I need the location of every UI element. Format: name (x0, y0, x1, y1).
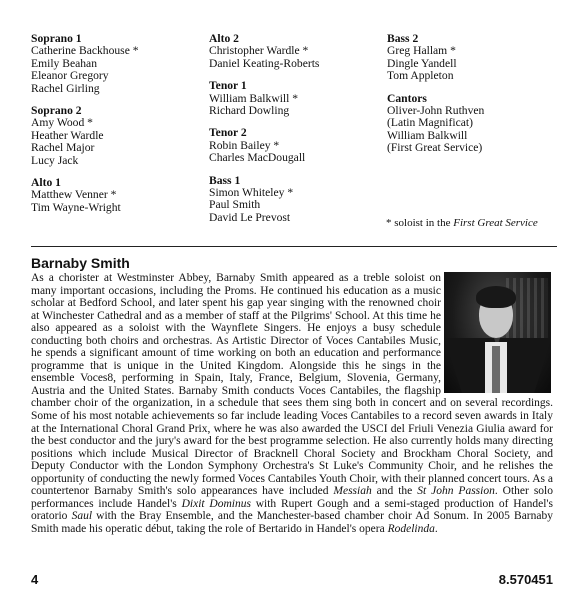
bio-text: As a chorister at Westminster Abbey, Barnaby Smith appeared as a treble soloist on many important occasions, including the Proms. He continued his education as a music scholar at Bedford School, and later spent his gap year singing with the renowned choir at Winchester Cathedral and as a member of staff at the Pilgrims' School. At this time he also appeared as a soloist with the Waynflete Singers. He enjoys a busy schedule conducting both choirs and orchestras. As Artistic Director of Voces Cantabiles Music, he spends a significant amount of time working on both an education and performance programme that is unique in the United Kingdom. Alongside this he sings in the ensemble Voces8, performing in Spain, Italy, France, Belgium, Slovenia, Germany, Austria and the United States. Barnaby Smith conducts Voces Cantabiles, the flagship chamber choir of the organization, in a schedule that sees them sing both in concert and on several recordings. Some of his most notable achievements so far include leading Voces Cantabiles to a record seven awards in Italy at the International Choral Grand Prix, where he was also awarded the USCI del Friuli Venezia Giulia award for the best conductor and the jury's award for the best programme selection. He also currently holds many directing positions which include Musical Director of Bracknell Choral Society and Brockham Choral Society, and Deputy Conductor with the London Symphony Orchestra's St Luke's Community Choir, and he relishes the opportunity of conducting the newly formed Voces Cantabiles Youth Choir, with their planned concert tours. As a countertenor Barnaby Smith's solo appearances have included (31, 272, 553, 498)
bio-text: . Other solo performances include Handel's (31, 485, 553, 510)
member-name: Rachel Girling (31, 81, 100, 95)
work-title: Saul (71, 510, 93, 523)
cantor-work-note: (First Great Service) (387, 141, 483, 155)
catalog-number: 8.570451 (498, 572, 553, 587)
section-cantors (387, 93, 562, 155)
section-soprano-2 (31, 105, 201, 167)
section-bass-2 (387, 33, 562, 83)
member-name: Robin Bailey * (209, 138, 280, 152)
member-name: Christopher Wardle * (209, 44, 309, 58)
footnote-prefix: * soloist in the (386, 217, 454, 229)
bio-text: with the Bray Ensemble, and the Manchester-based chamber choir Ad Sonum. In 2005 Barnaby Smith made his operatic début, taking the role of Bertarido in Handel's opera (31, 510, 553, 535)
bio-text: and the (371, 485, 418, 498)
section-alto-1 (31, 177, 201, 214)
choir-column-2 (209, 33, 379, 234)
section-divider (31, 246, 557, 247)
photo-tie (492, 346, 500, 393)
soloist-footnote (386, 217, 538, 230)
work-title: Dixit Dominus (181, 497, 251, 510)
member-name: Daniel Keating-Roberts (209, 56, 320, 70)
member-name: Richard Dowling (209, 104, 290, 118)
section-title: Cantors (387, 91, 427, 105)
member-name: William Balkwill * (209, 91, 299, 105)
page-number: 4 (31, 572, 39, 587)
member-name: Emily Beahan (31, 56, 98, 70)
member-name: Simon Whiteley * (209, 186, 294, 200)
member-name: Catherine Backhouse * (31, 44, 139, 58)
member-name: David Le Prevost (209, 210, 291, 224)
bio-heading: Barnaby Smith (31, 255, 130, 271)
section-title: Alto 1 (31, 176, 61, 190)
section-tenor-2 (209, 127, 379, 164)
section-title: Soprano 1 (31, 32, 82, 45)
member-name: Amy Wood * (31, 116, 93, 130)
choir-column-3 (387, 33, 562, 165)
portrait-photo (444, 272, 551, 393)
bio-text: with Rupert Gough and a semi-staged production of Handel's oratorio (31, 497, 553, 523)
section-title: Alto 2 (209, 32, 239, 45)
member-name: Greg Hallam * (387, 44, 456, 58)
member-name: Oliver-John Ruthven (387, 104, 485, 118)
footnote-work: First Great Service (453, 217, 538, 229)
photo-hair (476, 286, 516, 308)
section-title: Bass 1 (209, 173, 241, 187)
work-title: Rodelinda (387, 522, 435, 535)
section-title: Bass 2 (387, 32, 419, 45)
member-name: William Balkwill (387, 128, 468, 142)
member-name: Matthew Venner * (31, 188, 117, 202)
section-title: Tenor 2 (209, 126, 247, 140)
section-title: Soprano 2 (31, 104, 82, 118)
member-name: Eleanor Gregory (31, 69, 109, 83)
cantor-work-note: (Latin Magnificat) (387, 116, 473, 130)
member-name: Heather Wardle (31, 128, 104, 142)
member-name: Dingle Yandell (387, 56, 457, 70)
member-name: Tim Wayne-Wright (31, 200, 121, 214)
section-alto-2 (209, 33, 379, 70)
section-title: Tenor 1 (209, 79, 247, 93)
bio-text: . (434, 522, 438, 535)
member-name: Tom Appleton (387, 69, 454, 83)
choir-column-1 (31, 33, 201, 224)
section-bass-1 (209, 175, 379, 225)
member-name: Lucy Jack (31, 153, 79, 167)
member-name: Rachel Major (31, 141, 95, 155)
section-tenor-1 (209, 80, 379, 117)
work-title: Messiah (333, 485, 372, 498)
member-name: Paul Smith (209, 198, 261, 212)
work-title: St John Passion (417, 485, 495, 498)
section-soprano-1 (31, 33, 201, 95)
member-name: Charles MacDougall (209, 151, 306, 165)
